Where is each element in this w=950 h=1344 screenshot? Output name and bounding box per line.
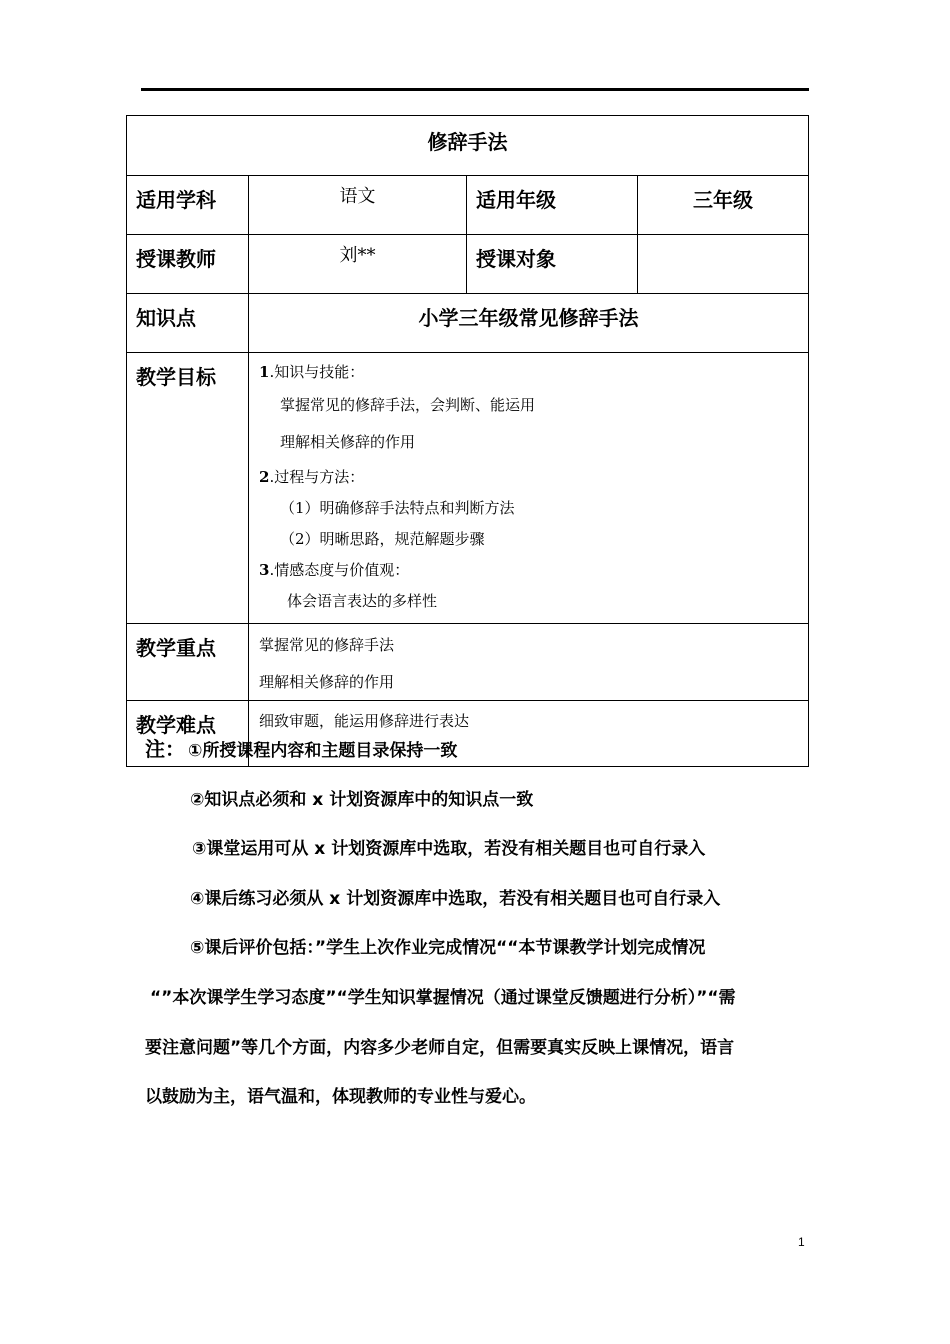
goals-cell	[249, 353, 809, 624]
note-line: “”本次课学生学习态度”“学生知识掌握情况（通过课堂反馈题进行分析）”“需	[150, 988, 736, 1008]
note-line: ①所授课程内容和主题目录保持一致	[188, 741, 458, 761]
note-line: ③课堂运用可从 x 计划资源库中选取，若没有相关题目也可自行录入	[192, 839, 706, 859]
note-line: ②知识点必须和 x 计划资源库中的知识点一致	[190, 790, 534, 810]
focus-line: 理解相关修辞的作用	[259, 673, 395, 691]
subject-value: 语文	[249, 176, 467, 235]
focus-cell	[249, 624, 809, 701]
grade-label: 适用年级	[467, 176, 638, 235]
goal-line: 理解相关修辞的作用	[280, 433, 416, 451]
goal-line: （2）明晰思路，规范解题步骤	[280, 530, 485, 548]
page-number: 1	[798, 1235, 805, 1249]
focus-line: 掌握常见的修辞手法	[259, 636, 395, 654]
goal-line: 1.知识与技能：	[259, 363, 365, 381]
goal-line: 2.过程与方法：	[259, 468, 365, 486]
table-title: 修辞手法	[127, 116, 809, 176]
note-line: 要注意问题”等几个方面，内容多少老师自定，但需要真实反映上课情况，语言	[145, 1038, 735, 1058]
note-line: 以鼓励为主，语气温和，体现教师的专业性与爱心。	[145, 1087, 536, 1107]
goal-line: 3.情感态度与价值观：	[259, 561, 410, 579]
knowledge-value: 小学三年级常见修辞手法	[249, 294, 809, 353]
note-line: ⑤课后评价包括：”学生上次作业完成情况““本节课教学计划完成情况	[190, 938, 706, 958]
audience-label: 授课对象	[467, 235, 638, 294]
goal-line: 掌握常见的修辞手法，会判断、能运用	[280, 396, 536, 414]
grade-value: 三年级	[638, 176, 809, 235]
goals-label: 教学目标	[127, 353, 249, 624]
difficulty-label: 教学难点	[127, 701, 249, 767]
header-rule	[141, 88, 809, 91]
teacher-label: 授课教师	[127, 235, 249, 294]
teacher-value: 刘**	[249, 235, 467, 294]
goal-line: 体会语言表达的多样性	[287, 592, 438, 610]
goal-line: （1）明确修辞手法特点和判断方法	[280, 499, 515, 517]
knowledge-label: 知识点	[127, 294, 249, 353]
focus-label: 教学重点	[127, 624, 249, 701]
difficulty-line: 细致审题，能运用修辞进行表达	[259, 712, 470, 730]
audience-value	[638, 235, 809, 294]
note-line: ④课后练习必须从 x 计划资源库中选取，若没有相关题目也可自行录入	[190, 889, 721, 909]
difficulty-cell	[249, 701, 809, 767]
notes-prefix: 注：	[145, 737, 185, 761]
lesson-plan-table	[126, 115, 809, 767]
subject-label: 适用学科	[127, 176, 249, 235]
